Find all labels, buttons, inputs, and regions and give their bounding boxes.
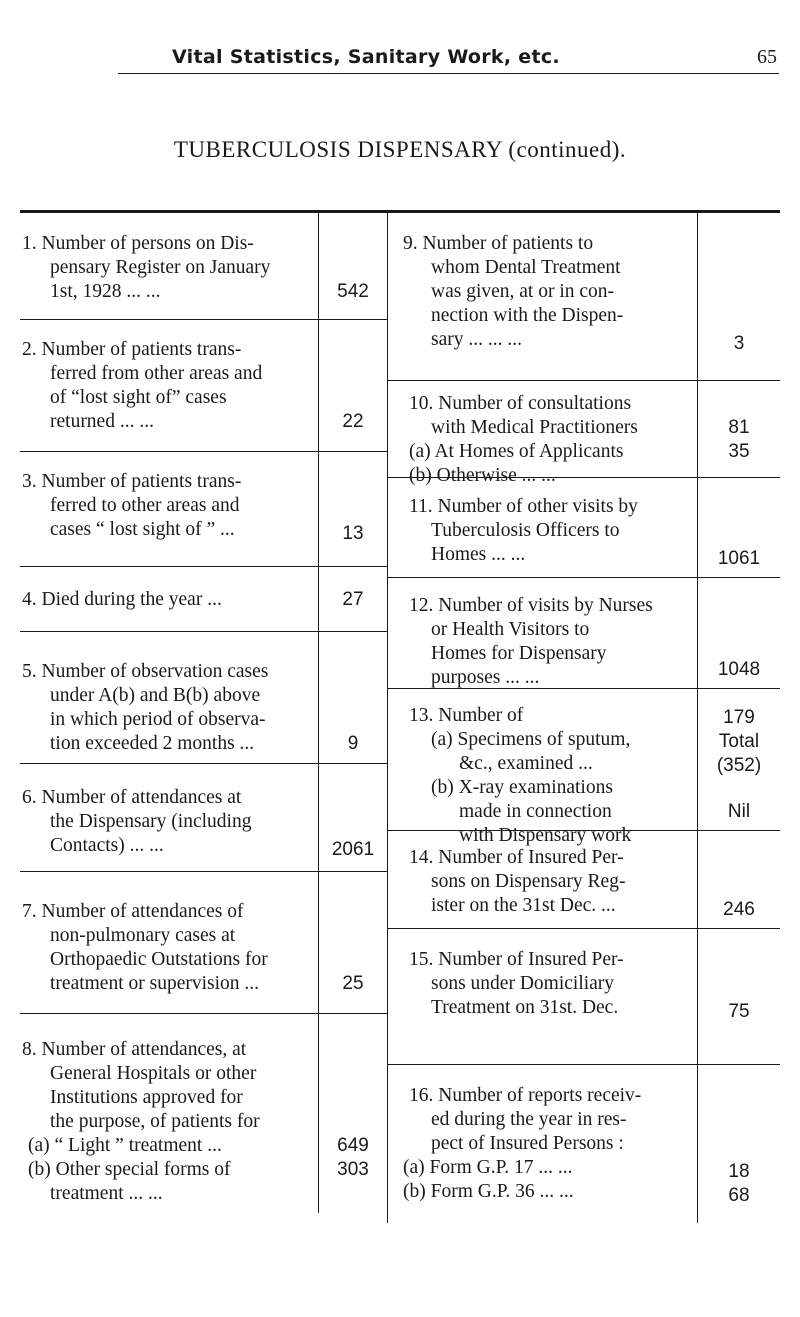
right-item-11: 11. Number of other visits by Tuberculosis Officers to Homes ... ... (409, 496, 638, 565)
left-row-rule (20, 763, 387, 764)
column-divider-3-lower (697, 873, 698, 1223)
right-item-15: 15. Number of Insured Per- sons under Domiciliary Treatment on 31st. Dec. (409, 949, 624, 1018)
right-value-14: 246 (723, 899, 755, 920)
left-item-8: 8. Number of attendances, at General Hospitals or other Institutions approved for the purpose, of patients for (a) “ Light ” treatment ... (b) Other special forms of treatment ... ... (22, 1039, 260, 1204)
right-row-rule (387, 1064, 780, 1065)
left-value-6: 2061 (331, 839, 375, 860)
left-row-rule (20, 1013, 387, 1014)
left-value-8a: 649 (337, 1135, 369, 1156)
right-value-10b: 35 (728, 441, 750, 462)
left-row-rule (20, 631, 387, 632)
left-item-7: 7. Number of attendances of non-pulmonary cases at Orthopaedic Outstations for treatment or supervision ... (22, 901, 268, 994)
column-divider-2 (387, 213, 388, 873)
column-divider-3 (697, 213, 698, 873)
right-item-16: 16. Number of reports receiv- ed during the year in res- pect of Insured Persons : (a) Form G.P. 17 ... ... (b) Form G.P. 36 ... ... (403, 1085, 642, 1202)
left-item-2: 2. Number of patients trans- ferred from other areas and of “lost sight of” cases returned ... ... (22, 339, 263, 432)
right-item-9: 9. Number of patients to whom Dental Treatment was given, at or in con- nection with the Dispen- sary ... ... ... (403, 233, 624, 350)
right-item-13: 13. Number of (a) Specimens of sputum, &c., examined ... (b) X-ray examinations made in connection with Dispensary work (409, 705, 632, 846)
right-value-13-xray: Nil (727, 801, 751, 822)
right-item-10: 10. Number of consultations with Medical Practitioners (a) At Homes of Applicants (b) Otherwise ... ... (409, 393, 638, 486)
right-value-13-total-label: Total (718, 731, 760, 752)
left-value-4: 27 (342, 589, 364, 610)
right-value-9: 3 (733, 333, 745, 354)
right-value-11: 1061 (717, 548, 761, 569)
left-row-rule (20, 451, 387, 452)
right-item-12: 12. Number of visits by Nurses or Health Visitors to Homes for Dispensary purposes ... ... (409, 595, 653, 688)
running-title: Vital Statistics, Sanitary Work, etc. (172, 46, 560, 68)
right-value-15: 75 (728, 1001, 750, 1022)
left-item-3: 3. Number of patients trans- ferred to other areas and cases “ lost sight of ” ... (22, 471, 242, 540)
left-value-5: 9 (347, 733, 359, 754)
left-value-1: 542 (337, 281, 369, 302)
left-item-5: 5. Number of observation cases under A(b) and B(b) above in which period of observa- tion exceeded 2 months ... (22, 661, 269, 754)
column-divider-1 (318, 213, 319, 873)
column-divider-2-lower (387, 873, 388, 1223)
left-item-4: 4. Died during the year ... (22, 589, 222, 610)
right-value-16a: 18 (728, 1161, 750, 1182)
left-item-1: 1. Number of persons on Dis- pensary Register on January 1st, 1928 ... ... (22, 233, 271, 302)
left-item-6: 6. Number of attendances at the Dispensary (including Contacts) ... ... (22, 787, 252, 856)
right-value-13-sputum: 179 (723, 707, 755, 728)
right-value-13-total: (352) (716, 755, 762, 776)
right-value-10a: 81 (728, 417, 750, 438)
page-title: TUBERCULOSIS DISPENSARY (continued). (173, 137, 627, 162)
table-top-rule (20, 210, 780, 213)
left-value-2: 22 (342, 411, 364, 432)
left-value-8b: 303 (337, 1159, 369, 1180)
right-item-14: 14. Number of Insured Per- sons on Dispensary Reg- ister on the 31st Dec. ... (409, 847, 626, 916)
page-number: 65 (757, 46, 777, 68)
column-divider-1-lower (318, 873, 319, 1213)
right-row-rule (387, 380, 780, 381)
right-value-16b: 68 (728, 1185, 750, 1206)
right-row-rule (387, 928, 780, 929)
left-row-rule (20, 871, 387, 872)
left-row-rule (20, 566, 387, 567)
right-value-12: 1048 (717, 659, 761, 680)
left-value-3: 13 (342, 523, 364, 544)
header-rule (118, 73, 779, 74)
left-value-7: 25 (342, 973, 364, 994)
right-row-rule (387, 577, 780, 578)
left-row-rule (20, 319, 387, 320)
